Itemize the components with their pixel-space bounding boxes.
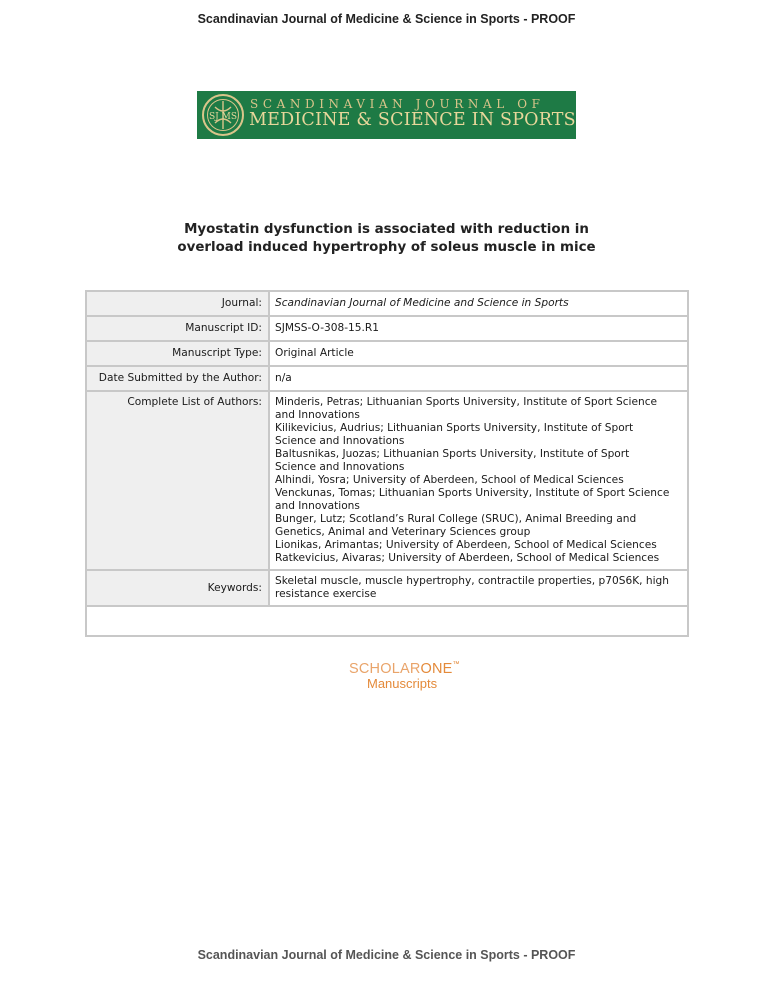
scholarone-word-b: ONE [420,661,453,677]
scholarone-word-a: SCHOLAR [349,661,421,677]
date-submitted-value: n/a [269,366,688,391]
row-authors [86,391,688,570]
row-manuscript-id [86,316,688,341]
journal-value: Scandinavian Journal of Medicine and Science in Sports [269,291,688,316]
row-empty [86,606,688,636]
running-footer: Scandinavian Journal of Medicine & Science in Sports - PROOF [197,948,576,962]
author-line: Venckunas, Tomas; Lithuanian Sports University, Institute of Sport Science [275,487,670,499]
seal-text: SJ MS [208,112,238,122]
row-date-submitted [86,366,688,391]
paper-title [0,221,773,257]
scholarone-tm: ™ [452,661,460,668]
keywords-label: Keywords: [86,570,269,606]
keywords-value [269,570,688,606]
title-line-1: Myostatin dysfunction is associated with reduction in [184,222,589,237]
running-header: Scandinavian Journal of Medicine & Science in Sports - PROOF [197,12,576,26]
banner-line-1: SCANDINAVIAN JOURNAL OF [250,97,545,111]
row-keywords [86,570,688,606]
scholarone-manuscripts-logo [349,661,459,693]
author-line: Bunger, Lutz; Scotland’s Rural College (SRUC), Animal Breeding and [275,513,637,525]
title-line-2: overload induced hypertrophy of soleus muscle in mice [177,240,596,255]
author-line: and Innovations [275,409,360,421]
keywords-line: resistance exercise [275,588,377,600]
journal-label: Journal: [86,291,269,316]
manuscript-type-value: Original Article [269,341,688,366]
author-line: Science and Innovations [275,435,405,447]
authors-label: Complete List of Authors: [86,391,269,570]
author-line: Genetics, Animal and Veterinary Sciences group [275,526,531,538]
manuscript-metadata-table [85,290,689,637]
author-line: Alhindi, Yosra; University of Aberdeen, School of Medical Sciences [275,474,624,486]
keywords-line: Skeletal muscle, muscle hypertrophy, contractile properties, p70S6K, high [275,575,669,587]
empty-cell [86,606,688,636]
journal-banner-logo [197,91,576,139]
author-line: Kilikevicius, Audrius; Lithuanian Sports University, Institute of Sport [275,422,634,434]
banner-line-2: MEDICINE & SCIENCE IN SPORTS [249,110,576,130]
manuscript-id-label: Manuscript ID: [86,316,269,341]
row-manuscript-type [86,341,688,366]
manuscript-id-value: SJMSS-O-308-15.R1 [269,316,688,341]
manuscript-type-label: Manuscript Type: [86,341,269,366]
authors-value [269,391,688,570]
scholarone-wordmark [349,661,460,677]
author-line: Baltusnikas, Juozas; Lithuanian Sports University, Institute of Sport [275,448,630,460]
journal-seal-icon [201,93,245,137]
author-line: Ratkevicius, Aivaras; University of Aberdeen, School of Medical Sciences [275,552,660,564]
row-journal [86,291,688,316]
author-line: Minderis, Petras; Lithuanian Sports University, Institute of Sport Science [275,396,658,408]
date-submitted-label: Date Submitted by the Author: [86,366,269,391]
scholarone-sub: Manuscripts [367,676,438,691]
author-line: Lionikas, Arimantas; University of Aberdeen, School of Medical Sciences [275,539,657,551]
author-line: and Innovations [275,500,360,512]
author-line: Science and Innovations [275,461,405,473]
